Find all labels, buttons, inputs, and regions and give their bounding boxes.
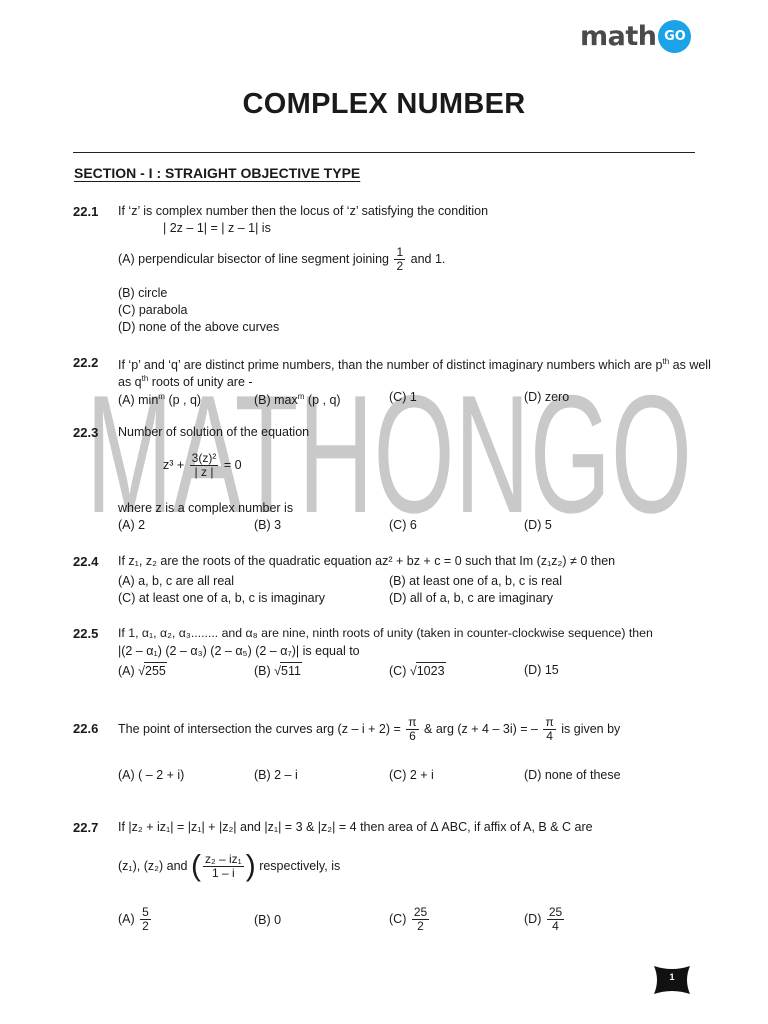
fraction-denominator: 4: [552, 919, 559, 934]
text-part: (p , q): [168, 393, 202, 408]
fraction-numerator: 5: [142, 905, 149, 920]
option-a: (A) 2: [118, 518, 146, 532]
option-b: (B) 3: [254, 518, 282, 532]
option-label: (A): [118, 912, 135, 926]
option-c: [389, 662, 446, 679]
question-number: 22.2: [73, 355, 99, 370]
option-c: (C) parabola: [118, 303, 188, 317]
fraction-denominator: 6: [409, 729, 416, 744]
question-text: Number of solution of the equation: [118, 425, 310, 439]
fraction-numerator: π: [408, 715, 417, 730]
page-number: 1: [669, 972, 675, 982]
option-c: (C) 6: [389, 518, 417, 532]
option-label: (B): [254, 664, 271, 678]
option-label: (A): [118, 664, 135, 678]
fraction-denominator: | z |: [194, 465, 214, 479]
question-number: 22.4: [73, 554, 99, 569]
mathongo-logo: [580, 16, 691, 56]
fraction-denominator: 4: [546, 729, 553, 744]
option-b: [254, 662, 302, 679]
text-part: as well: [672, 358, 711, 373]
question-condition: | 2z – 1| = | z – 1| is: [163, 221, 271, 235]
option-c: [389, 904, 431, 934]
fraction-numerator: 25: [548, 905, 563, 920]
question-text: If z₁, z₂ are the roots of the quadratic equation az² + bz + c = 0 such that Im (z₁z₂) ≠ 0 then: [118, 554, 616, 568]
text-part: (p , q): [307, 393, 341, 408]
text-part: If ‘p’ and ‘q’ are distinct prime numbers, than the number of distinct imaginary numbers which are p: [118, 358, 663, 373]
option-a: [118, 246, 445, 273]
page-title: COMPLEX NUMBER: [242, 88, 526, 120]
question-text-line2: |(2 – α₁) (2 – α₃) (2 – α₅) (2 – α₇)| is equal to: [118, 644, 360, 658]
fraction-denominator: 2: [396, 259, 404, 273]
title-divider: [73, 152, 695, 153]
option-label: (C): [389, 912, 407, 926]
paren-close: ): [245, 849, 256, 883]
option-c: (C) at least one of a, b, c is imaginary: [118, 591, 326, 605]
question-text: [118, 711, 620, 747]
page-number-badge: [650, 964, 694, 996]
watermark-text: MATHONGO: [86, 362, 692, 532]
option-a: [118, 389, 201, 408]
text-part: is given by: [561, 722, 621, 736]
text-part: The point of intersection the curves arg (z – i + 2) =: [118, 722, 401, 736]
option-b: [254, 389, 341, 408]
option-a-suffix: and 1.: [410, 251, 446, 266]
radicand: 255: [145, 664, 166, 678]
option-a-text: (A) perpendicular bisector of line segment joining: [118, 251, 389, 266]
radicand: 511: [281, 664, 301, 678]
text-part: (A) min: [118, 393, 159, 408]
option-a: (A) a, b, c are all real: [118, 574, 235, 588]
text-part: (z₁), (z₂) and: [118, 859, 188, 873]
option-a: [118, 662, 167, 679]
question-text-line2: [118, 848, 340, 885]
equation: [163, 452, 242, 479]
fraction: [140, 906, 151, 933]
option-d: [524, 904, 566, 934]
question-text: If 1, α₁, α₂, α₃........ and α₈ are nine, ninth roots of unity (taken in counter-clockwise sequence) then: [118, 626, 653, 640]
option-d: (D) 15: [524, 663, 559, 677]
question-text: If ‘z’ is complex number then the locus of ‘z’ satisfying the condition: [118, 204, 489, 218]
option-b: (B) 2 – i: [254, 768, 298, 782]
fraction-denominator: 1 – i: [212, 866, 235, 881]
option-b: (B) circle: [118, 286, 168, 300]
text-part: as q: [118, 375, 142, 390]
superscript: th: [662, 357, 670, 366]
option-d: (D) 5: [524, 518, 552, 532]
fraction-numerator: 1: [396, 245, 404, 259]
superscript: m: [297, 392, 305, 401]
logo-wordmark: math: [580, 20, 657, 52]
question-number: 22.7: [73, 820, 99, 835]
radicand: 1023: [416, 664, 445, 678]
question-text: If |z₂ + iz₁| = |z₁| + |z₂| and |z₁| = 3 & |z₂| = 4 then area of Δ ABC, if affix of A, B & C are: [118, 820, 593, 834]
option-d: (D) none of these: [524, 768, 621, 782]
sqrt-icon: √: [138, 664, 146, 678]
question-number: 22.3: [73, 425, 99, 440]
option-label: (C): [389, 664, 407, 678]
option-b: (B) at least one of a, b, c is real: [389, 574, 562, 588]
option-d: (D) none of the above curves: [118, 320, 280, 334]
paren-open: (: [190, 849, 201, 883]
fraction: [190, 452, 219, 479]
text-part: respectively, is: [259, 859, 341, 873]
question-number: 22.5: [73, 626, 99, 641]
equation-part: z³ +: [163, 457, 185, 472]
question-text-line2: where z is a complex number is: [118, 501, 294, 515]
text-part: roots of unity are -: [151, 375, 253, 390]
question-text-line2: [118, 371, 253, 390]
superscript: th: [141, 374, 149, 383]
option-a: [118, 904, 153, 934]
fraction: [412, 906, 429, 933]
text-part: (B) max: [254, 393, 298, 408]
fraction: [547, 906, 564, 933]
fraction-numerator: π: [545, 715, 554, 730]
option-d: (D) zero: [524, 390, 570, 404]
option-label: (D): [524, 912, 542, 926]
fraction: [543, 716, 555, 743]
fraction-numerator: 25: [413, 905, 428, 920]
option-a: (A) ( – 2 + i): [118, 768, 185, 782]
fraction-numerator: z₂ – iz₁: [204, 852, 242, 867]
logo-go-badge: GO: [658, 20, 691, 53]
section-heading: SECTION - I : STRAIGHT OBJECTIVE TYPE: [74, 165, 361, 181]
option-c: (C) 2 + i: [389, 768, 434, 782]
question-number: 22.6: [73, 721, 99, 736]
question-number: 22.1: [73, 204, 99, 219]
sqrt-icon: √: [274, 664, 282, 678]
option-c: (C) 1: [389, 390, 417, 404]
fraction-denominator: 2: [417, 919, 424, 934]
option-d: (D) all of a, b, c are imaginary: [389, 591, 553, 605]
superscript: m: [158, 392, 165, 401]
equation-part: = 0: [223, 457, 242, 472]
option-b: (B) 0: [254, 913, 282, 927]
fraction: [203, 853, 244, 880]
fraction-denominator: 2: [142, 919, 149, 934]
sqrt-icon: √: [409, 664, 417, 678]
fraction: [394, 246, 405, 273]
text-part: & arg (z + 4 – 3i) = –: [424, 722, 538, 736]
fraction: [406, 716, 418, 743]
fraction-numerator: 3(z)²: [191, 451, 217, 465]
